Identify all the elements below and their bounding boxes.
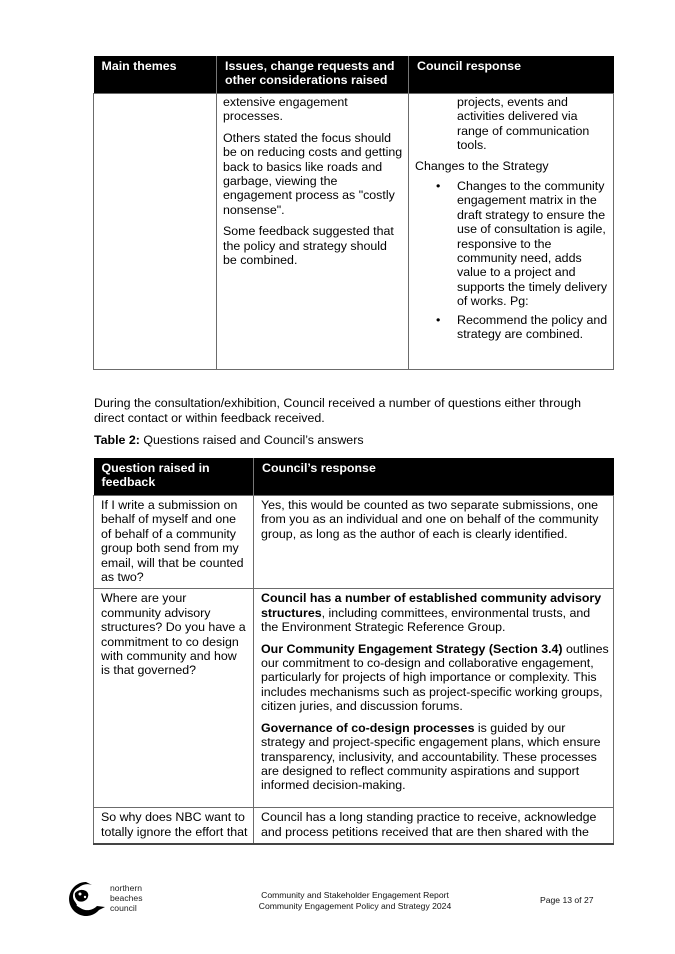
questions-table bbox=[93, 458, 614, 845]
answer-bold: Our Community Engagement Strategy (Section 3.4) bbox=[261, 641, 563, 656]
table-row bbox=[94, 589, 614, 808]
response-cell bbox=[409, 94, 614, 370]
logo-wordmark bbox=[110, 883, 143, 913]
page-footer bbox=[0, 880, 675, 920]
theme-cell bbox=[94, 94, 217, 370]
header-main-themes: Main themes bbox=[94, 56, 217, 94]
themes-table-header bbox=[94, 56, 614, 94]
table-row bbox=[94, 496, 614, 589]
answer-cell bbox=[254, 496, 614, 589]
answer-paragraph bbox=[261, 721, 609, 793]
question-cell: If I write a submission on behalf of myself and one of behalf of a community group both send from my email, will that be counted as two? bbox=[94, 496, 254, 589]
northern-beaches-council-logo-icon bbox=[66, 880, 106, 918]
list-item-text: Changes to the community engagement matrix in the draft strategy to ensure the use of consultation is agile, responsive to the community need, adds value to a project and supports the timely delivery of works. Pg: bbox=[457, 179, 608, 309]
answer-paragraph bbox=[261, 642, 609, 714]
issues-cell bbox=[217, 94, 409, 370]
header-council-response: Council response bbox=[409, 56, 614, 94]
themes-table bbox=[93, 56, 614, 370]
intro-paragraph: During the consultation/exhibition, Council received a number of questions either through direct contact or within feedback received. bbox=[94, 396, 581, 425]
answer-cell bbox=[254, 808, 614, 844]
list-item bbox=[415, 179, 608, 309]
answer-text: , including committees, environmental trusts, and the Environment Strategic Reference Group. bbox=[261, 605, 591, 635]
logo-line: northern bbox=[110, 883, 143, 893]
questions-table-header bbox=[94, 458, 614, 496]
header-response: Council’s response bbox=[254, 458, 614, 496]
bullet-icon: • bbox=[436, 312, 441, 327]
caption-label: Table 2: bbox=[94, 433, 140, 447]
bullet-icon: • bbox=[436, 179, 441, 194]
answer-paragraph: Yes, this would be counted as two separate submissions, one from you as an individual and one on behalf of the community group, as long as the author of each is clearly identified. bbox=[261, 498, 599, 541]
logo-line: council bbox=[110, 903, 137, 913]
table2-caption bbox=[94, 433, 614, 448]
changes-list bbox=[415, 179, 608, 341]
answer-text: outlines our commitment to co-design and collaborative engagement, particularly for projects of high importance or complexity. This includes mechanisms such as project-specific working groups, citizen juries, and discussion forums. bbox=[261, 641, 609, 714]
list-item-text: Recommend the policy and strategy are combined. bbox=[457, 312, 608, 342]
list-item bbox=[415, 313, 608, 342]
footer-title-block bbox=[230, 890, 480, 911]
answer-paragraph: Council has a long standing practice to receive, acknowledge and process petitions received that are then shared with the bbox=[261, 810, 597, 839]
answer-bold: Governance of co-design processes bbox=[261, 720, 475, 735]
header-question: Question raised in feedback bbox=[94, 458, 254, 496]
answer-paragraph bbox=[261, 591, 609, 634]
answer-text: is guided by our strategy and project-specific engagement plans, which ensure transparency, inclusivity, and accountability. These processes are designed to reflect community aspirations and support informed decision-making. bbox=[261, 720, 601, 793]
table-row bbox=[94, 808, 614, 844]
answer-bold: Council has a number of established community advisory structures bbox=[261, 591, 602, 620]
question-cell: So why does NBC want to totally ignore the effort that bbox=[94, 808, 254, 844]
question-cell: Where are your community advisory structures? Do you have a commitment to co design with community and how is that governed? bbox=[94, 589, 254, 808]
issues-text: Some feedback suggested that the policy and strategy should be combined. bbox=[223, 224, 394, 268]
table-row bbox=[94, 94, 614, 370]
footer-report-title: Community and Stakeholder Engagement Report bbox=[261, 890, 449, 900]
answer-cell bbox=[254, 589, 614, 808]
caption-text: Questions raised and Council’s answers bbox=[139, 433, 364, 447]
footer-report-subtitle: Community Engagement Policy and Strategy 2024 bbox=[258, 900, 452, 911]
continued-list-item: projects, events and activities delivered via range of communication tools. bbox=[457, 95, 590, 153]
issues-text: extensive engagement processes. bbox=[223, 95, 348, 124]
issues-text: Others stated the focus should be on reducing costs and getting back to basics like roads and garbage, viewing the engagement process as "costly nonsense". bbox=[223, 130, 403, 217]
changes-heading: Changes to the Strategy bbox=[415, 158, 549, 173]
logo-line: beaches bbox=[110, 893, 143, 903]
page-number: Page 13 of 27 bbox=[540, 895, 594, 905]
header-issues: Issues, change requests and other considerations raised bbox=[217, 56, 409, 94]
